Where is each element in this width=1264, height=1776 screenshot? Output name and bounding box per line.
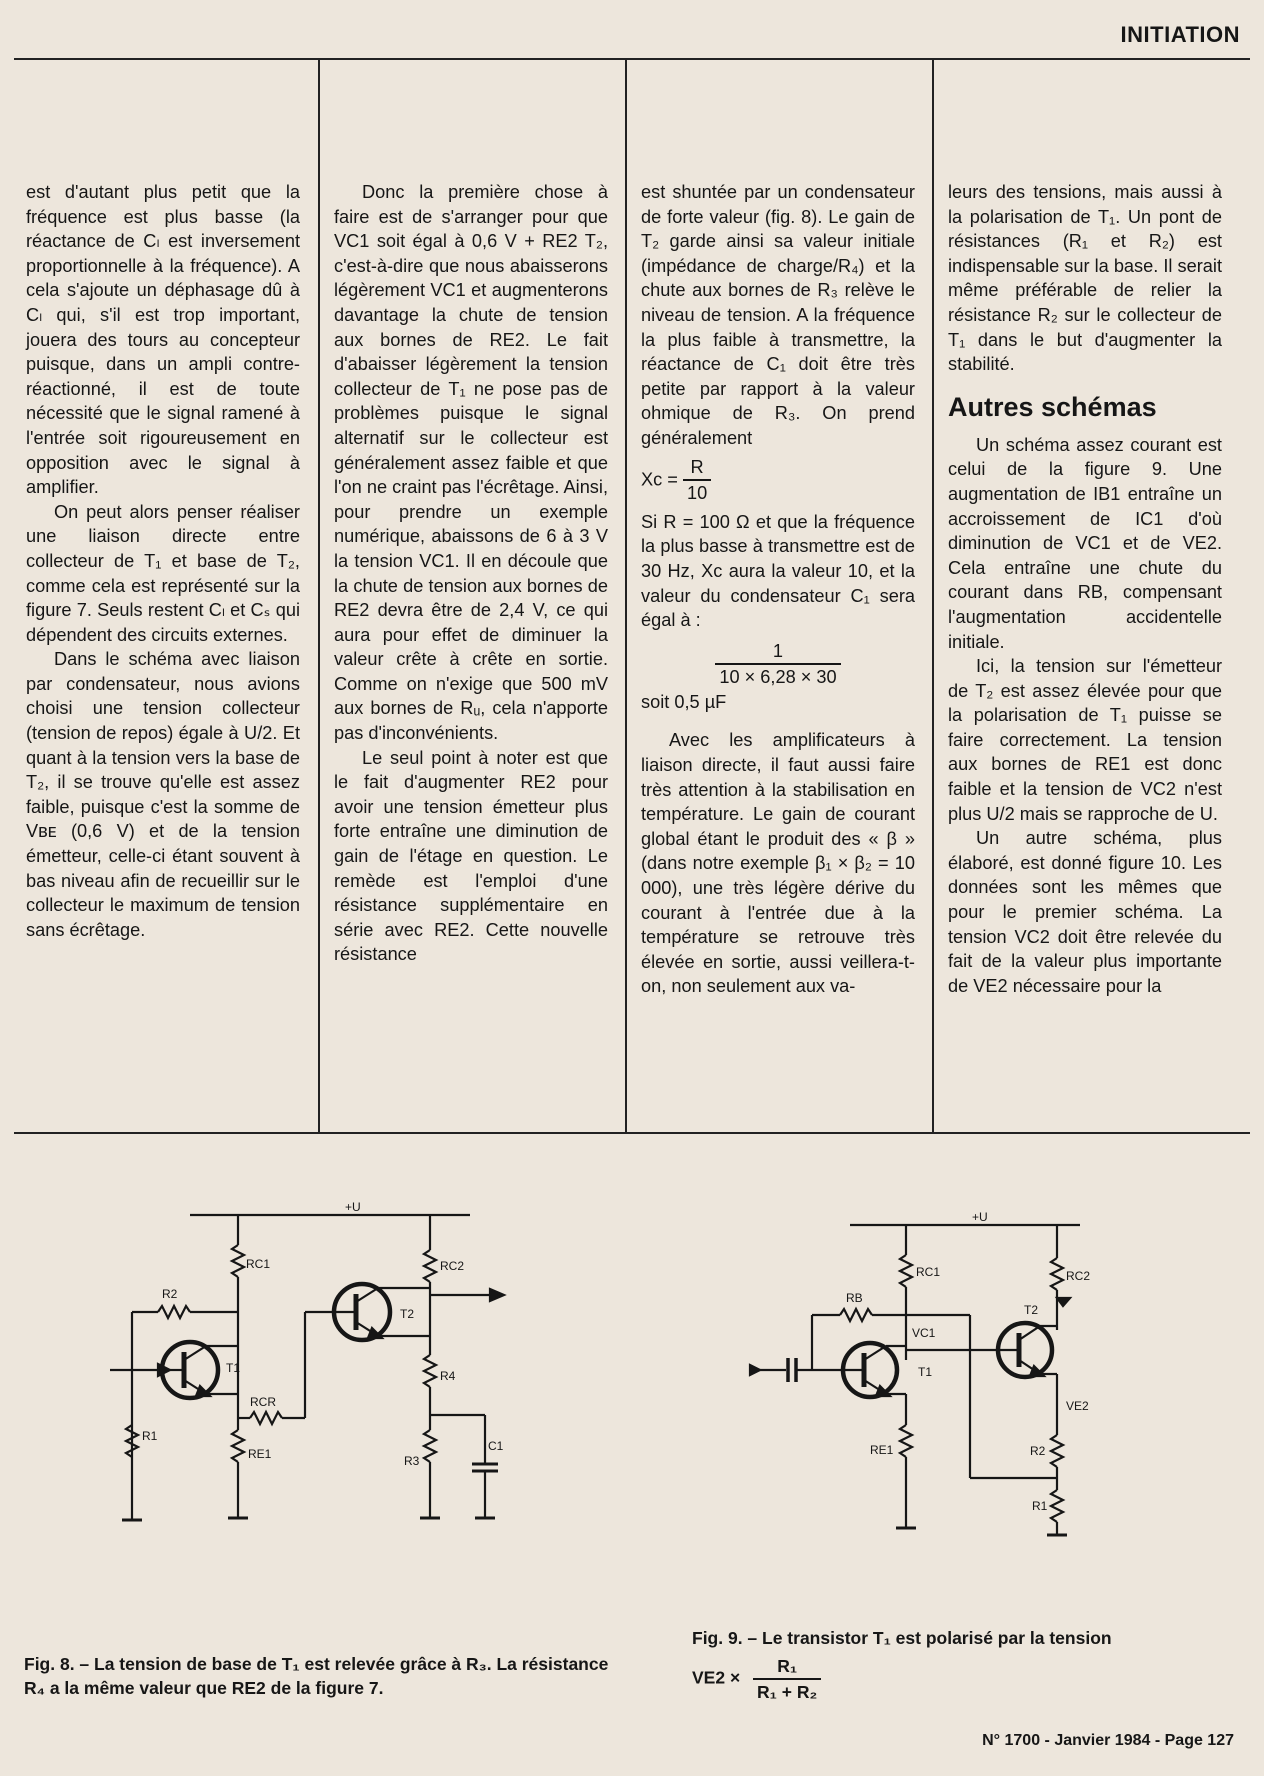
figure-8-caption: Fig. 8. – La tension de base de T₁ est relevée grâce à R₃. La résistance R₄ a la même valeur que RE2 de la figure 7. <box>24 1654 609 1698</box>
label-rc2: RC2 <box>440 1259 465 1273</box>
formula-numerator: R₁ <box>753 1654 821 1680</box>
label-rc2: RC2 <box>1066 1269 1091 1283</box>
paragraph: Ici, la tension sur l'émetteur de T₂ est assez élevée pour que la polarisation de T₁ puisse se faire correctement. La tension aux bornes de RE1 est donc faible et la tension de VC2 n'est plus U/2 mais se rapproche de U. <box>948 656 1222 824</box>
output-node <box>1057 1298 1070 1306</box>
label-re1: RE1 <box>248 1447 272 1461</box>
supply-label: +U <box>345 1200 361 1214</box>
formula-denominator: 10 × 6,28 × 30 <box>719 667 837 688</box>
figure-rule <box>14 1132 1250 1134</box>
label-re1: RE1 <box>870 1443 894 1457</box>
label-r1: R1 <box>1032 1499 1048 1513</box>
figure-9-schematic <box>740 1210 1100 1540</box>
paragraph: Un schéma assez courant est celui de la figure 9. Une augmentation de IB1 entraîne un accroissement de IC1 d'où diminution de VC1 et de VE2. Cela entraîne une chute du courant dans RB, compensant l'augmentation accidentelle initiale. <box>948 434 1222 652</box>
formula-denominator: 10 <box>686 483 708 504</box>
formula-fraction <box>715 639 840 690</box>
text-column-2 <box>334 180 608 967</box>
output-arrow <box>490 1289 504 1301</box>
reactance-formula <box>641 455 915 506</box>
supply-label: +U <box>972 1210 988 1224</box>
capacitance-formula <box>641 639 915 690</box>
figure-8-schematic <box>100 1200 530 1540</box>
paragraph: Donc la première chose à faire est de s'arranger pour que VC1 soit égal à 0,6 V + RE2 T₂, c'est-à-dire que nous abaisserons légèrement VC1 et augmenterons davantage la chute de tension aux bornes de RE2. Le fait d'abaisser légèrement la tension collecteur de T₁ ne pose pas de problèmes puisque le signal alternatif sur le collecteur est généralement assez faible et que l'on ne craint pas l'écrêtage. Ainsi, pour prendre un exemple numérique, abaissons de 6 à 3 V la tension VC1. Il en découle que la chute de tension aux bornes de RE2 devra être de 2,4 V, ce qui aura pour effet de diminuer la valeur crête à crête en sortie. Comme on n'exige que 500 mV aux bornes de Rᵤ, cela n'apporte pas d'inconvénients. <box>334 182 608 744</box>
formula-fraction <box>753 1654 821 1704</box>
label-r3: R3 <box>404 1454 420 1468</box>
figure-9-caption-text: Fig. 9. – Le transistor T₁ est polarisé par la tension <box>692 1628 1112 1648</box>
label-c1: C1 <box>488 1439 504 1453</box>
figure-9-caption-formula <box>692 1654 1212 1704</box>
label-t2: T2 <box>1024 1303 1039 1317</box>
formula-lhs: Xc = <box>641 468 678 489</box>
paragraph: Avec les amplificateurs à liaison directe, il faut aussi faire très attention à la stabilisation en température. Le gain de courant global étant le produit des « β » (dans notre exemple β₁ × β₂ = 10 000), une très légère dérive du courant à l'entrée due à la température se retrouve très élevée en sortie, aussi veillera-t-on, non seulement aux va- <box>641 730 915 997</box>
label-r1: R1 <box>142 1429 158 1443</box>
paragraph: leurs des tensions, mais aussi à la polarisation de T₁. Un pont de résistances (R₁ et R₂) est indispensable sur la base. Il serait même préférable de relier la résistance R₂ sur le collecteur de T₁ dans le but d'augmenter la stabilité. <box>948 182 1222 375</box>
section-heading: Autres schémas <box>948 391 1157 422</box>
paragraph: est d'autant plus petit que la fréquence est plus basse (la réactance de Cₗ est inversement proportionnelle à la fréquence). A cela s'ajoute un déphasage dû à Cₗ qui, s'il est trop important, jouera des tours au concepteur puisque, dans un ampli contre-réactionné, il est de toute nécessité que le signal ramené à l'entrée soit rigoureusement en opposition avec le signal à amplifier. <box>26 182 300 498</box>
resistor-r3 <box>424 1430 436 1462</box>
paragraph: est shuntée par un condensateur de forte valeur (fig. 8). Le gain de T₂ garde ainsi sa valeur initiale (impédance de charge/R₄) et la chute aux bornes de R₃ relève le niveau de tension. A la fréquence la plus faible à transmettre, la réactance de C₁ doit être très petite par rapport à la valeur ohmique de R₃. On prend généralement <box>641 182 915 448</box>
formula-numerator: 1 <box>715 639 840 666</box>
label-r2: R2 <box>1030 1444 1046 1458</box>
label-ve2: VE2 <box>1066 1399 1089 1413</box>
label-r4: R4 <box>440 1369 456 1383</box>
formula-lhs: VE2 × <box>692 1667 741 1688</box>
paragraph: Dans le schéma avec liaison par condensateur, nous avions choisi une tension collecteur (tension de repos) égale à U/2. Et quant à la tension vers la base de T₂, il se trouve qu'elle est assez faible, puisque c'est la somme de Vʙᴇ (0,6 V) et de la tension émetteur, celle-ci étant souvent à bas niveau afin de recueillir sur le collecteur le maximum de tension sans écrêtage. <box>26 649 300 940</box>
label-rc1: RC1 <box>246 1257 271 1271</box>
paragraph: Si R = 100 Ω et que la fréquence la plus basse à transmettre est de 30 Hz, Xc aura la valeur 10, et la valeur du condensateur C₁ sera égal à : <box>641 511 915 631</box>
resistor-rc1 <box>900 1255 912 1287</box>
column-rule <box>932 60 934 1132</box>
text-column-3 <box>641 180 915 999</box>
paragraph: On peut alors penser réaliser une liaison directe entre collecteur de T₁ et base de T₂, comme cela est représenté sur la figure 7. Seuls restent Cₗ et Cₛ qui dépendent des circuits externes. <box>26 501 300 645</box>
resistor-re1 <box>900 1425 912 1457</box>
resistor-r4 <box>424 1355 436 1387</box>
resistor-re1 <box>232 1430 244 1462</box>
label-t1: T1 <box>918 1365 933 1379</box>
text-column-1 <box>26 180 300 942</box>
paragraph: Le seul point à noter est que le fait d'augmenter RE2 pour avoir une tension émetteur plus forte entraîne une diminution de gain de l'étage en question. Le remède est l'emploi d'une résistance supplémentaire en série avec RE2. Cette nouvelle résistance <box>334 747 608 965</box>
formula-result: soit 0,5 µF <box>641 691 727 712</box>
formula-numerator: R <box>683 455 711 482</box>
resistor-rc2 <box>1051 1258 1063 1290</box>
formula-denominator: R₁ + R₂ <box>757 1682 818 1702</box>
resistor-rcr <box>250 1412 282 1424</box>
resistor-r2 <box>1051 1435 1063 1467</box>
section-label: INITIATION <box>1120 22 1240 47</box>
label-rb: RB <box>846 1291 863 1305</box>
page-footer: N° 1700 - Janvier 1984 - Page 127 <box>982 1732 1234 1749</box>
resistor-rc1 <box>232 1245 244 1277</box>
label-vc1: VC1 <box>912 1326 936 1340</box>
label-r2: R2 <box>162 1287 178 1301</box>
figure-9-caption <box>692 1626 1212 1704</box>
column-rule <box>318 60 320 1132</box>
resistor-r1 <box>1051 1490 1063 1522</box>
top-rule <box>14 58 1250 60</box>
label-t1: T1 <box>226 1361 241 1375</box>
resistor-rc2 <box>424 1250 436 1282</box>
formula-fraction <box>683 455 711 506</box>
paragraph: Un autre schéma, plus élaboré, est donné figure 10. Les données sont les mêmes que pour le premier schéma. La tension VC2 doit être relevée du fait de la valeur plus importante de VE2 nécessaire pour la <box>948 828 1222 996</box>
label-rcr: RCR <box>250 1395 276 1409</box>
label-rc1: RC1 <box>916 1265 941 1279</box>
resistor-rb <box>840 1309 872 1321</box>
text-column-4 <box>948 180 1222 998</box>
column-rule <box>625 60 627 1132</box>
resistor-r2 <box>158 1306 190 1318</box>
label-t2: T2 <box>400 1307 415 1321</box>
